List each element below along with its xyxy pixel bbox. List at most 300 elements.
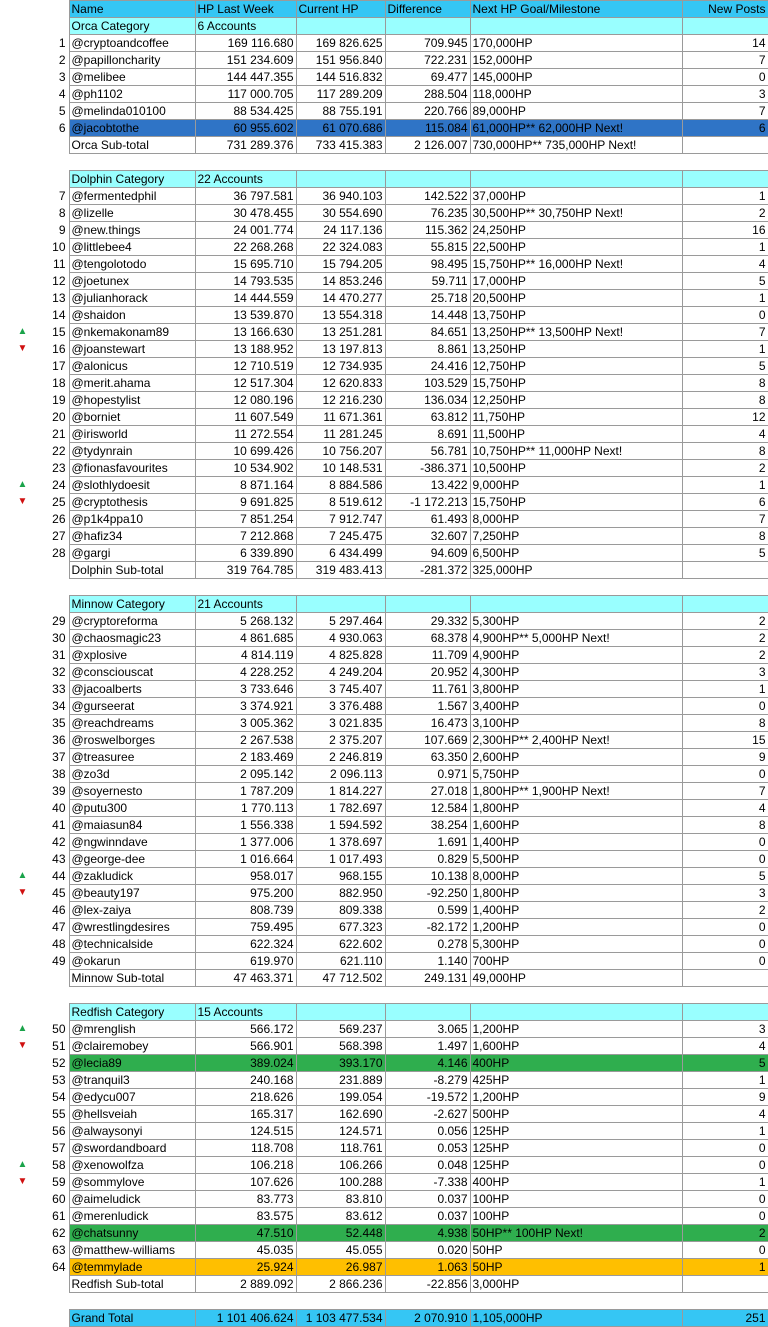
difference: 288.504	[385, 86, 470, 103]
difference: 0.053	[385, 1140, 470, 1157]
current-hp: 151 956.840	[296, 52, 385, 69]
spacer-row	[0, 154, 768, 171]
new-posts: 0	[682, 953, 768, 970]
new-posts: 1	[682, 1072, 768, 1089]
account-count: 15 Accounts	[195, 1004, 296, 1021]
current-hp: 1 378.697	[296, 834, 385, 851]
indicator-cell	[0, 613, 45, 630]
new-posts: 3	[682, 664, 768, 681]
current-hp: 7 912.747	[296, 511, 385, 528]
current-hp: 568.398	[296, 1038, 385, 1055]
difference: 76.235	[385, 205, 470, 222]
current-hp: 100.288	[296, 1174, 385, 1191]
account-name: @borniet	[69, 409, 195, 426]
new-posts: 4	[682, 1038, 768, 1055]
new-posts: 2	[682, 205, 768, 222]
new-posts: 6	[682, 494, 768, 511]
new-posts: 0	[682, 851, 768, 868]
indicator-cell	[0, 35, 45, 52]
new-posts: 5	[682, 545, 768, 562]
subtotal-difference: -22.856	[385, 1276, 470, 1293]
next-goal: 2,600HP	[470, 749, 682, 766]
current-hp: 6 434.499	[296, 545, 385, 562]
header-new-posts: New Posts	[682, 1, 768, 18]
row-number: 45	[52, 886, 66, 900]
row-number: 1	[58, 36, 66, 50]
new-posts: 5	[682, 273, 768, 290]
table-row	[0, 460, 768, 477]
account-name: @alonicus	[69, 358, 195, 375]
grand-total-difference: 2 070.910	[385, 1310, 470, 1327]
category-name: Minnow Category	[69, 596, 195, 613]
new-posts: 2	[682, 902, 768, 919]
new-posts: 0	[682, 936, 768, 953]
row-number	[45, 562, 69, 579]
next-goal: 8,000HP	[470, 511, 682, 528]
empty-cell	[296, 171, 385, 188]
next-goal: 9,000HP	[470, 477, 682, 494]
indicator-cell	[0, 1055, 45, 1072]
hp-last-week: 8 871.164	[195, 477, 296, 494]
new-posts: 0	[682, 1208, 768, 1225]
table-row	[0, 919, 768, 936]
current-hp: 24 117.136	[296, 222, 385, 239]
next-goal: 13,250HP	[470, 341, 682, 358]
next-goal: 61,000HP** 62,000HP Next!	[470, 120, 682, 137]
new-posts: 8	[682, 392, 768, 409]
next-goal: 10,750HP** 11,000HP Next!	[470, 443, 682, 460]
up-arrow-icon: ▲	[17, 1023, 28, 1034]
row-number: 19	[52, 393, 66, 407]
subtotal-label: Redfish Sub-total	[69, 1276, 195, 1293]
hp-last-week: 10 534.902	[195, 460, 296, 477]
difference: 32.607	[385, 528, 470, 545]
next-goal: 4,900HP	[470, 647, 682, 664]
next-goal: 12,250HP	[470, 392, 682, 409]
new-posts: 8	[682, 528, 768, 545]
new-posts: 0	[682, 698, 768, 715]
row-number: 13	[52, 291, 66, 305]
account-name: @chatsunny	[69, 1225, 195, 1242]
current-hp: 809.338	[296, 902, 385, 919]
table-row	[0, 834, 768, 851]
account-name: @reachdreams	[69, 715, 195, 732]
difference: 0.048	[385, 1157, 470, 1174]
current-hp: 569.237	[296, 1021, 385, 1038]
hp-last-week: 3 005.362	[195, 715, 296, 732]
current-hp: 30 554.690	[296, 205, 385, 222]
next-goal: 700HP	[470, 953, 682, 970]
current-hp: 11 671.361	[296, 409, 385, 426]
difference: 709.945	[385, 35, 470, 52]
next-goal: 12,750HP	[470, 358, 682, 375]
account-name: @fionasfavourites	[69, 460, 195, 477]
difference: -82.172	[385, 919, 470, 936]
new-posts: 5	[682, 358, 768, 375]
current-hp: 677.323	[296, 919, 385, 936]
account-name: @fermentedphil	[69, 188, 195, 205]
table-row	[0, 664, 768, 681]
account-name: @zo3d	[69, 766, 195, 783]
next-goal: 125HP	[470, 1140, 682, 1157]
empty-cell	[296, 596, 385, 613]
next-goal: 50HP** 100HP Next!	[470, 1225, 682, 1242]
indicator-cell	[0, 1242, 45, 1259]
difference: 84.651	[385, 324, 470, 341]
new-posts: 1	[682, 239, 768, 256]
difference: 1.063	[385, 1259, 470, 1276]
row-number: 46	[52, 903, 66, 917]
account-name: @lizelle	[69, 205, 195, 222]
indicator-cell	[0, 188, 45, 205]
new-posts: 8	[682, 715, 768, 732]
empty-cell	[385, 171, 470, 188]
hp-last-week: 13 188.952	[195, 341, 296, 358]
new-posts: 1	[682, 341, 768, 358]
row-number: 8	[58, 206, 66, 220]
difference: 61.493	[385, 511, 470, 528]
new-posts: 9	[682, 1089, 768, 1106]
next-goal: 145,000HP	[470, 69, 682, 86]
subtotal-label: Dolphin Sub-total	[69, 562, 195, 579]
row-number: 17	[52, 359, 66, 373]
account-name: @soyernesto	[69, 783, 195, 800]
hp-last-week: 24 001.774	[195, 222, 296, 239]
current-hp: 144 516.832	[296, 69, 385, 86]
current-hp: 1 782.697	[296, 800, 385, 817]
subtotal-goal: 49,000HP	[470, 970, 682, 987]
hp-last-week: 36 797.581	[195, 188, 296, 205]
table-row	[0, 936, 768, 953]
row-number: 44	[52, 869, 66, 883]
new-posts: 9	[682, 749, 768, 766]
indicator-cell	[0, 936, 45, 953]
indicator-cell	[0, 1310, 45, 1327]
row-number: 21	[52, 427, 66, 441]
difference: -2.627	[385, 1106, 470, 1123]
next-goal: 425HP	[470, 1072, 682, 1089]
next-goal: 5,300HP	[470, 936, 682, 953]
row-number: 12	[52, 274, 66, 288]
difference: 0.971	[385, 766, 470, 783]
next-goal: 125HP	[470, 1123, 682, 1140]
difference: 4.938	[385, 1225, 470, 1242]
row-number: 9	[58, 223, 66, 237]
account-name: @merit.ahama	[69, 375, 195, 392]
table-row	[0, 239, 768, 256]
row-number: 47	[52, 920, 66, 934]
indicator-cell	[0, 681, 45, 698]
new-posts: 14	[682, 35, 768, 52]
row-number	[45, 1310, 69, 1327]
hp-last-week: 3 733.646	[195, 681, 296, 698]
up-arrow-icon: ▲	[17, 1159, 28, 1170]
indicator-cell	[0, 1208, 45, 1225]
current-hp: 882.950	[296, 885, 385, 902]
current-hp: 393.170	[296, 1055, 385, 1072]
row-number: 59	[52, 1175, 66, 1189]
indicator-cell	[0, 171, 45, 188]
hp-last-week: 83.773	[195, 1191, 296, 1208]
account-name: @hopestylist	[69, 392, 195, 409]
row-number	[45, 596, 69, 613]
hp-last-week: 389.024	[195, 1055, 296, 1072]
new-posts: 4	[682, 1106, 768, 1123]
hp-last-week: 60 955.602	[195, 120, 296, 137]
current-hp: 169 826.625	[296, 35, 385, 52]
row-number	[45, 1004, 69, 1021]
account-name: @papilloncharity	[69, 52, 195, 69]
indicator-cell	[0, 817, 45, 834]
hp-last-week: 958.017	[195, 868, 296, 885]
table-row	[0, 222, 768, 239]
hp-last-week: 5 268.132	[195, 613, 296, 630]
row-number: 3	[58, 70, 66, 84]
hp-last-week: 47.510	[195, 1225, 296, 1242]
indicator-cell	[0, 834, 45, 851]
next-goal: 37,000HP	[470, 188, 682, 205]
current-hp: 13 197.813	[296, 341, 385, 358]
row-number	[45, 171, 69, 188]
table-row	[0, 681, 768, 698]
difference: 0.037	[385, 1208, 470, 1225]
table-row	[0, 698, 768, 715]
next-goal: 4,900HP** 5,000HP Next!	[470, 630, 682, 647]
subtotal-row	[0, 562, 768, 579]
current-hp: 45.055	[296, 1242, 385, 1259]
difference: 115.084	[385, 120, 470, 137]
table-row	[0, 307, 768, 324]
indicator-cell	[0, 392, 45, 409]
difference: 1.497	[385, 1038, 470, 1055]
difference: 107.669	[385, 732, 470, 749]
next-goal: 8,000HP	[470, 868, 682, 885]
difference: 59.711	[385, 273, 470, 290]
new-posts: 7	[682, 103, 768, 120]
table-row	[0, 868, 768, 885]
indicator-cell	[0, 1123, 45, 1140]
grand-total-last-week: 1 101 406.624	[195, 1310, 296, 1327]
row-number: 23	[52, 461, 66, 475]
next-goal: 1,200HP	[470, 919, 682, 936]
up-arrow-icon: ▲	[17, 479, 28, 490]
table-row	[0, 528, 768, 545]
table-row	[0, 477, 768, 494]
new-posts: 7	[682, 52, 768, 69]
next-goal: 1,800HP** 1,900HP Next!	[470, 783, 682, 800]
account-name: @littlebee4	[69, 239, 195, 256]
current-hp: 12 620.833	[296, 375, 385, 392]
difference: -8.279	[385, 1072, 470, 1089]
next-goal: 30,500HP** 30,750HP Next!	[470, 205, 682, 222]
difference: 103.529	[385, 375, 470, 392]
account-name: @swordandboard	[69, 1140, 195, 1157]
indicator-cell	[0, 1106, 45, 1123]
row-number: 27	[52, 529, 66, 543]
row-number: 57	[52, 1141, 66, 1155]
current-hp: 13 251.281	[296, 324, 385, 341]
account-name: @tranquil3	[69, 1072, 195, 1089]
account-name: @maiasun84	[69, 817, 195, 834]
difference: 98.495	[385, 256, 470, 273]
account-name: @cryptothesis	[69, 494, 195, 511]
next-goal: 1,600HP	[470, 817, 682, 834]
difference: -1 172.213	[385, 494, 470, 511]
difference: 220.766	[385, 103, 470, 120]
current-hp: 12 734.935	[296, 358, 385, 375]
hp-last-week: 10 699.426	[195, 443, 296, 460]
next-goal: 15,750HP	[470, 494, 682, 511]
table-row	[0, 1225, 768, 1242]
row-number: 7	[58, 189, 66, 203]
table-row	[0, 1072, 768, 1089]
indicator-cell	[0, 239, 45, 256]
subtotal-difference: -281.372	[385, 562, 470, 579]
row-number: 2	[58, 53, 66, 67]
current-hp: 15 794.205	[296, 256, 385, 273]
hp-last-week: 9 691.825	[195, 494, 296, 511]
row-number: 55	[52, 1107, 66, 1121]
next-goal: 7,250HP	[470, 528, 682, 545]
table-row	[0, 1174, 768, 1191]
current-hp: 3 376.488	[296, 698, 385, 715]
difference: 0.829	[385, 851, 470, 868]
row-number	[45, 137, 69, 154]
new-posts: 4	[682, 426, 768, 443]
empty-cell	[682, 596, 768, 613]
account-name: @melinda010100	[69, 103, 195, 120]
down-arrow-icon: ▼	[17, 343, 28, 354]
account-name: @technicalside	[69, 936, 195, 953]
table-row	[0, 35, 768, 52]
hp-last-week: 124.515	[195, 1123, 296, 1140]
account-name: @treasuree	[69, 749, 195, 766]
category-name: Redfish Category	[69, 1004, 195, 1021]
hp-last-week: 2 183.469	[195, 749, 296, 766]
new-posts: 0	[682, 1140, 768, 1157]
subtotal-label: Orca Sub-total	[69, 137, 195, 154]
indicator-cell	[0, 698, 45, 715]
empty-cell	[682, 18, 768, 35]
account-name: @zakludick	[69, 868, 195, 885]
table-row	[0, 103, 768, 120]
table-row	[0, 851, 768, 868]
indicator-cell	[0, 1276, 45, 1293]
account-count: 22 Accounts	[195, 171, 296, 188]
hp-last-week: 30 478.455	[195, 205, 296, 222]
hp-last-week: 12 080.196	[195, 392, 296, 409]
category-header-row	[0, 18, 768, 35]
difference: 142.522	[385, 188, 470, 205]
row-number: 58	[52, 1158, 66, 1172]
account-name: @cryptoreforma	[69, 613, 195, 630]
header-hp-last-week: HP Last Week	[195, 1, 296, 18]
account-count: 6 Accounts	[195, 18, 296, 35]
down-arrow-icon: ▼	[17, 496, 28, 507]
hp-last-week: 117 000.705	[195, 86, 296, 103]
difference: 24.416	[385, 358, 470, 375]
subtotal-current: 47 712.502	[296, 970, 385, 987]
hp-last-week: 2 095.142	[195, 766, 296, 783]
row-number: 4	[58, 87, 66, 101]
row-number: 14	[52, 308, 66, 322]
new-posts: 1	[682, 1259, 768, 1276]
table-row	[0, 511, 768, 528]
next-goal: 24,250HP	[470, 222, 682, 239]
new-posts: 1	[682, 1174, 768, 1191]
category-header-row	[0, 171, 768, 188]
row-number: 26	[52, 512, 66, 526]
table-row	[0, 647, 768, 664]
row-number: 48	[52, 937, 66, 951]
row-number: 36	[52, 733, 66, 747]
spacer-row	[0, 579, 768, 596]
table-row	[0, 1055, 768, 1072]
next-goal: 3,100HP	[470, 715, 682, 732]
current-hp: 10 148.531	[296, 460, 385, 477]
hp-last-week: 15 695.710	[195, 256, 296, 273]
difference: 38.254	[385, 817, 470, 834]
current-hp: 14 470.277	[296, 290, 385, 307]
indicator-cell	[0, 511, 45, 528]
table-row	[0, 358, 768, 375]
row-number: 6	[58, 121, 66, 135]
next-goal: 20,500HP	[470, 290, 682, 307]
new-posts: 16	[682, 222, 768, 239]
new-posts: 8	[682, 375, 768, 392]
account-name: @xenowolfza	[69, 1157, 195, 1174]
header-next-goal: Next HP Goal/Milestone	[470, 1, 682, 18]
row-number: 37	[52, 750, 66, 764]
account-name: @consciouscat	[69, 664, 195, 681]
difference: 1.140	[385, 953, 470, 970]
down-arrow-icon: ▼	[17, 887, 28, 898]
next-goal: 125HP	[470, 1157, 682, 1174]
indicator-cell	[0, 375, 45, 392]
current-hp: 5 297.464	[296, 613, 385, 630]
next-goal: 500HP	[470, 1106, 682, 1123]
row-number: 11	[53, 257, 66, 271]
hp-last-week: 151 234.609	[195, 52, 296, 69]
subtotal-row	[0, 970, 768, 987]
new-posts: 7	[682, 324, 768, 341]
table-row	[0, 545, 768, 562]
indicator-cell	[0, 443, 45, 460]
next-goal: 1,800HP	[470, 800, 682, 817]
hp-last-week: 118.708	[195, 1140, 296, 1157]
empty-cell	[385, 18, 470, 35]
hp-last-week: 2 267.538	[195, 732, 296, 749]
table-row	[0, 1157, 768, 1174]
hp-last-week: 106.218	[195, 1157, 296, 1174]
account-name: @julianhorack	[69, 290, 195, 307]
new-posts: 7	[682, 511, 768, 528]
difference: 0.056	[385, 1123, 470, 1140]
next-goal: 3,800HP	[470, 681, 682, 698]
row-number: 49	[52, 954, 66, 968]
row-number: 56	[52, 1124, 66, 1138]
hp-last-week: 11 272.554	[195, 426, 296, 443]
next-goal: 1,200HP	[470, 1089, 682, 1106]
difference: 8.691	[385, 426, 470, 443]
difference: 0.020	[385, 1242, 470, 1259]
account-name: @alwaysonyi	[69, 1123, 195, 1140]
indicator-cell	[0, 596, 45, 613]
header-current-hp: Current HP	[296, 1, 385, 18]
indicator-cell	[0, 460, 45, 477]
row-number: 22	[52, 444, 66, 458]
table-row	[0, 817, 768, 834]
